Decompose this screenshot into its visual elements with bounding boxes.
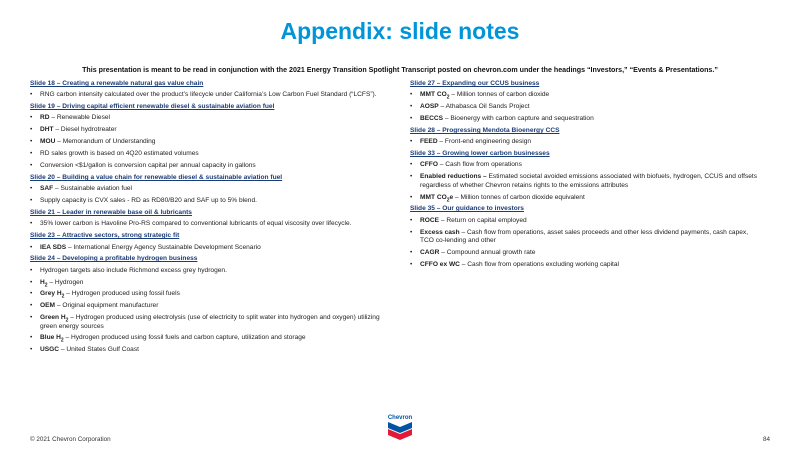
list-item: • AOSP – Athabasca Oil Sands Project xyxy=(410,103,760,111)
section-heading-slide-35: Slide 35 – Our guidance to investors xyxy=(410,205,524,213)
list-item: • FEED – Front-end engineering design xyxy=(410,138,760,146)
list-item: • IEA SDS – International Energy Agency Sustainable Development Scenario xyxy=(30,244,392,252)
section-heading-slide-33: Slide 33 – Growing lower carbon businesses xyxy=(410,150,550,158)
list-item: • RNG carbon intensity calculated over the product’s lifecycle under California’s Low Carbon Fuel Standard (“LCFS”). xyxy=(30,91,392,99)
section-heading-slide-19: Slide 19 – Driving capital efficient renewable diesel & sustainable aviation fuel xyxy=(30,103,275,111)
slide-27-notes xyxy=(410,91,760,123)
list-item: • Excess cash – Cash flow from operations, asset sales proceeds and other less dividend payments, cash capex, TCO co-lending and other xyxy=(410,229,760,246)
list-item: • OEM – Original equipment manufacturer xyxy=(30,302,392,310)
section-heading-slide-28: Slide 28 – Progressing Mendota Bioenergy CCS xyxy=(410,126,560,134)
slide-18-notes xyxy=(30,91,392,99)
list-item: • RD sales growth is based on 4Q20 estimated volumes xyxy=(30,150,392,158)
list-item: • Hydrogen targets also include Richmond excess grey hydrogen. xyxy=(30,267,392,275)
list-item: • RD – Renewable Diesel xyxy=(30,114,392,122)
list-item: • SAF – Sustainable aviation fuel xyxy=(30,185,392,193)
list-item: • ROCE – Return on capital employed xyxy=(410,217,760,225)
list-item: • 35% lower carbon is Havoline Pro-RS compared to conventional lubricants of equal viscosity over lifecycle. xyxy=(30,220,392,228)
list-item: • DHT – Diesel hydrotreater xyxy=(30,126,392,134)
list-item: • $H_2$ – Hydrogen xyxy=(30,279,392,287)
list-item: • Enabled reductions – Estimated societal avoided emissions associated with biofuels, hydrogen, CCUS and offsets regardless of whether Chevron retains rights to the emissions attributes xyxy=(410,173,760,190)
intro-note: This presentation is meant to be read in conjunction with the 2021 Energy Transition Spotlight Transcript posted on chevron.com under the headings “Investors,” “Events & Presentations.” xyxy=(82,66,718,74)
list-item: • CFFO ex WC – Cash flow from operations excluding working capital xyxy=(410,261,760,269)
page-title: Appendix: slide notes xyxy=(280,18,520,44)
section-heading-slide-24: Slide 24 – Developing a profitable hydrogen business xyxy=(30,255,198,263)
section-heading-slide-20: Slide 20 – Building a value chain for renewable diesel & sustainable aviation fuel xyxy=(30,173,283,181)
slide-20-notes xyxy=(30,185,392,205)
list-item: • Supply capacity is CVX sales - RD as RD80/B20 and SAF up to 5% blend. xyxy=(30,197,392,205)
list-item: • Conversion <$1/gallon is conversion capital per annual capacity in gallons xyxy=(30,162,392,170)
list-item: • MMT $CO_2$ – Million tonnes of carbon dioxide xyxy=(410,91,760,99)
left-column xyxy=(30,80,392,358)
section-heading-slide-21: Slide 21 – Leader in renewable base oil & lubricants xyxy=(30,209,192,217)
slide-23-notes xyxy=(30,244,392,252)
list-item: • CAGR – Compound annual growth rate xyxy=(410,249,760,257)
slide-35-notes xyxy=(410,217,760,269)
slide-19-notes xyxy=(30,114,392,170)
slide-33-notes xyxy=(410,161,760,201)
list-item: • CFFO – Cash flow from operations xyxy=(410,161,760,169)
section-heading-slide-18: Slide 18 – Creating a renewable natural gas value chain xyxy=(30,80,204,87)
section-heading-slide-27: Slide 27 – Expanding our CCUS business xyxy=(410,80,540,87)
slide-28-notes xyxy=(410,138,760,146)
list-item: • BECCS – Bioenergy with carbon capture and sequestration xyxy=(410,115,760,123)
list-item: • MOU – Memorandum of Understanding xyxy=(30,138,392,146)
logo-wordmark: Chevron xyxy=(387,415,413,421)
list-item: • Blue $H_2$ – Hydrogen produced using fossil fuels and carbon capture, utilization and storage xyxy=(30,334,392,342)
list-item: • MMT $CO_2e$ – Million tonnes of carbon dioxide equivalent xyxy=(410,194,760,202)
list-item: • Green $H_2$ – Hydrogen produced using electrolysis (use of electricity to split water into hydrogen and oxygen) utilizing green energy sources xyxy=(30,314,392,331)
right-column xyxy=(410,80,760,273)
list-item: • Grey $H_2$ – Hydrogen produced using fossil fuels xyxy=(30,290,392,298)
slide-21-notes xyxy=(30,220,392,228)
slide-24-notes xyxy=(30,267,392,355)
copyright-text: © 2021 Chevron Corporation xyxy=(30,436,111,443)
chevron-logo xyxy=(384,412,416,442)
page-number: 84 xyxy=(762,436,770,443)
section-heading-slide-23: Slide 23 – Attractive sectors, strong strategic fit xyxy=(30,232,180,240)
list-item: • USGC – United States Gulf Coast xyxy=(30,346,392,354)
